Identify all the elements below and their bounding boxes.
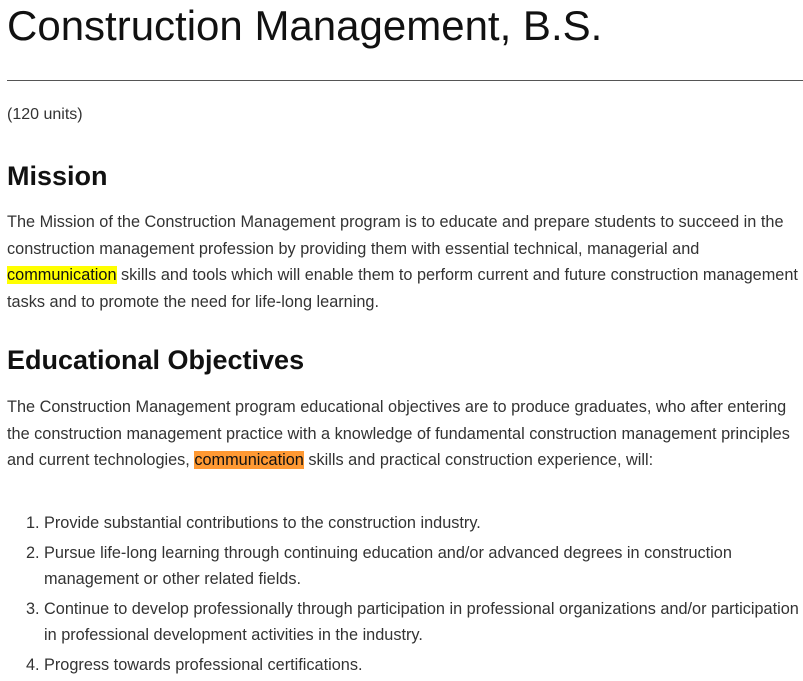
list-item-text: Progress towards professional certifications. (44, 655, 363, 674)
objectives-paragraph (7, 394, 799, 474)
mission-text-start: The Mission of the Construction Management program is to educate and prepare students to succeed in the construction management profession by providing them with essential technical, managerial and (7, 213, 784, 258)
mission-heading: Mission (7, 161, 108, 191)
objectives-highlight: communication (194, 451, 304, 469)
list-item (7, 596, 799, 649)
title-divider (7, 80, 803, 81)
list-item (7, 652, 799, 679)
mission-highlight: communication (7, 266, 117, 284)
objectives-heading: Educational Objectives (7, 345, 305, 375)
list-item-text: Provide substantial contributions to the construction industry. (44, 514, 481, 532)
document-page (7, 0, 799, 674)
list-item-text: Pursue life-long learning through continuing education and/or advanced degrees in construction management or other related fields. (44, 543, 732, 588)
list-item-number: 4. (26, 655, 40, 674)
mission-paragraph (7, 209, 799, 315)
program-units: (120 units) (7, 106, 83, 123)
list-item (7, 540, 799, 593)
list-item-number: 1. (26, 514, 40, 532)
page-title: Construction Management, B.S. (7, 2, 603, 49)
objectives-text-start: The Construction Management program educational objectives are to produce graduates, who after entering the construction management practice with a knowledge of fundamental construction management principles and current technologies, (7, 398, 790, 469)
objectives-text-end: skills and practical construction experience, will: (303, 451, 654, 469)
list-item-number: 2. (26, 543, 40, 562)
list-item-text: Continue to develop professionally through participation in professional organizations and/or participation in professional development activities in the industry. (44, 599, 799, 644)
list-item-number: 3. (26, 599, 40, 618)
objectives-list (7, 510, 799, 681)
mission-text-end: skills and tools which will enable them to perform current and future construction management tasks and to promote the need for life-long learning. (7, 266, 798, 311)
list-item (7, 510, 799, 537)
